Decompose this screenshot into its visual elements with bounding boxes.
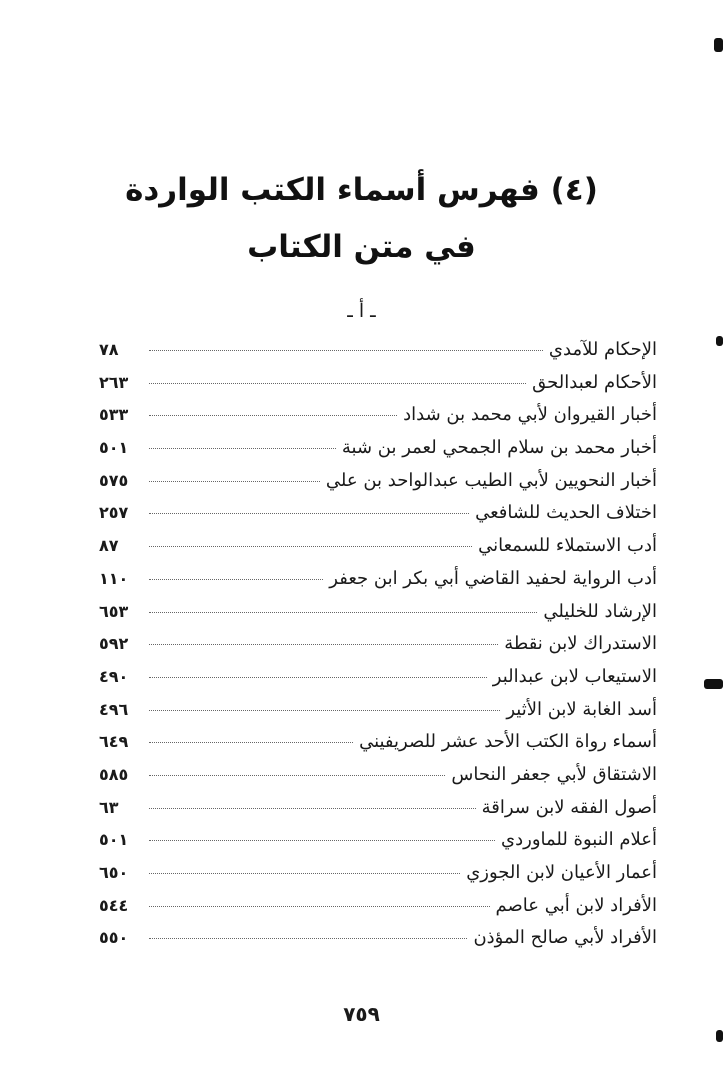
index-entry bbox=[99, 470, 657, 503]
scan-edge-mark bbox=[704, 679, 723, 689]
entry-title: أعلام النبوة للماوردي bbox=[501, 829, 657, 851]
entry-title: الأحكام لعبدالحق bbox=[532, 371, 657, 393]
entry-page-number: ٧٨ bbox=[99, 340, 119, 359]
index-title: (٤) فهرس أسماء الكتب الواردة bbox=[125, 172, 598, 208]
entry-title: أخبار محمد بن سلام الجمحي لعمر بن شبة bbox=[341, 437, 657, 459]
index-entry bbox=[99, 666, 657, 699]
index-entry bbox=[99, 829, 657, 862]
entry-title: أعمار الأعيان لابن الجوزي bbox=[466, 862, 657, 883]
dot-leader bbox=[149, 448, 336, 449]
section-letter-heading: ـ أ ـ bbox=[347, 300, 376, 322]
index-entry bbox=[99, 339, 657, 372]
dot-leader bbox=[149, 742, 353, 743]
dot-leader bbox=[149, 808, 476, 809]
entry-page-number: ٤٩٦ bbox=[99, 699, 129, 719]
scan-edge-mark bbox=[716, 1030, 723, 1042]
entry-page-number: ٦٤٩ bbox=[99, 732, 129, 752]
entry-title: الأفراد لأبي صالح المؤذن bbox=[473, 927, 657, 949]
index-entry bbox=[99, 502, 657, 535]
dot-leader bbox=[149, 612, 537, 613]
scan-edge-mark bbox=[714, 38, 723, 52]
entry-title: الإرشاد للخليلي bbox=[543, 600, 657, 622]
index-entry bbox=[99, 764, 657, 797]
entry-page-number: ٥٤٤ bbox=[99, 895, 129, 915]
entry-title: الاشتقاق لأبي جعفر النحاس bbox=[451, 763, 657, 785]
entry-title: أخبار النحويين لأبي الطيب عبدالواحد بن علي bbox=[325, 469, 657, 491]
index-entry bbox=[99, 437, 657, 470]
scan-edge-mark bbox=[716, 336, 723, 346]
entry-title: أخبار القيروان لأبي محمد بن شداد bbox=[403, 404, 657, 426]
dot-leader bbox=[149, 579, 323, 580]
entry-page-number: ٦٣ bbox=[99, 797, 119, 817]
dot-leader bbox=[149, 873, 460, 874]
entry-page-number: ٥٣٣ bbox=[99, 405, 129, 425]
dot-leader bbox=[149, 546, 472, 547]
entry-page-number: ٨٧ bbox=[99, 536, 119, 556]
dot-leader bbox=[149, 775, 445, 776]
entry-title: اختلاف الحديث للشافعي bbox=[475, 502, 657, 524]
dot-leader bbox=[149, 350, 543, 351]
entry-page-number: ٥٥٠ bbox=[99, 928, 129, 948]
entry-page-number: ٥٠١ bbox=[99, 438, 129, 458]
entry-page-number: ٥٧٥ bbox=[99, 470, 129, 490]
entry-page-number: ٢٦٣ bbox=[99, 372, 129, 392]
entry-title: أسد الغابة لابن الأثير bbox=[506, 698, 657, 720]
index-subtitle: في متن الكتاب bbox=[247, 229, 476, 265]
dot-leader bbox=[149, 415, 397, 416]
entry-page-number: ١١٠ bbox=[99, 568, 129, 588]
entry-title: الاستيعاب لابن عبدالبر bbox=[492, 665, 657, 687]
index-entry bbox=[99, 862, 657, 895]
index-entry bbox=[99, 731, 657, 764]
index-entry bbox=[99, 568, 657, 601]
index-entry bbox=[99, 633, 657, 666]
dot-leader bbox=[149, 383, 526, 384]
entry-title: أصول الفقه لابن سراقة bbox=[481, 796, 657, 818]
entry-page-number: ٥٩٢ bbox=[99, 634, 129, 654]
dot-leader bbox=[149, 644, 498, 645]
entry-title: أدب الرواية لحفيد القاضي أبي بكر ابن جعفر bbox=[329, 567, 657, 589]
index-entry bbox=[99, 535, 657, 568]
dot-leader bbox=[149, 513, 469, 514]
entry-page-number: ٢٥٧ bbox=[99, 503, 129, 523]
index-entry bbox=[99, 927, 657, 960]
index-entry bbox=[99, 404, 657, 437]
entry-page-number: ٦٥٣ bbox=[99, 601, 129, 621]
dot-leader bbox=[149, 710, 500, 711]
dot-leader bbox=[149, 938, 467, 939]
entry-page-number: ٤٩٠ bbox=[99, 666, 129, 686]
entry-page-number: ٥٨٥ bbox=[99, 764, 129, 784]
entry-title: الأفراد لابن أبي عاصم bbox=[495, 894, 657, 916]
index-entry bbox=[99, 699, 657, 732]
entry-title: الاستدراك لابن نقطة bbox=[504, 633, 657, 655]
entry-title: الإحكام للآمدي bbox=[548, 339, 657, 360]
page-number: ٧٥٩ bbox=[343, 1002, 380, 1026]
dot-leader bbox=[149, 906, 490, 907]
entry-page-number: ٦٥٠ bbox=[99, 863, 129, 882]
entry-title: أدب الاستملاء للسمعاني bbox=[478, 535, 657, 557]
index-entry bbox=[99, 797, 657, 830]
index-entry bbox=[99, 372, 657, 405]
index-entry-list bbox=[99, 339, 657, 960]
dot-leader bbox=[149, 677, 487, 678]
index-entry bbox=[99, 895, 657, 928]
dot-leader bbox=[149, 481, 320, 482]
dot-leader bbox=[149, 840, 495, 841]
entry-page-number: ٥٠١ bbox=[99, 830, 129, 850]
index-entry bbox=[99, 601, 657, 634]
entry-title: أسماء رواة الكتب الأحد عشر للصريفيني bbox=[359, 731, 657, 753]
